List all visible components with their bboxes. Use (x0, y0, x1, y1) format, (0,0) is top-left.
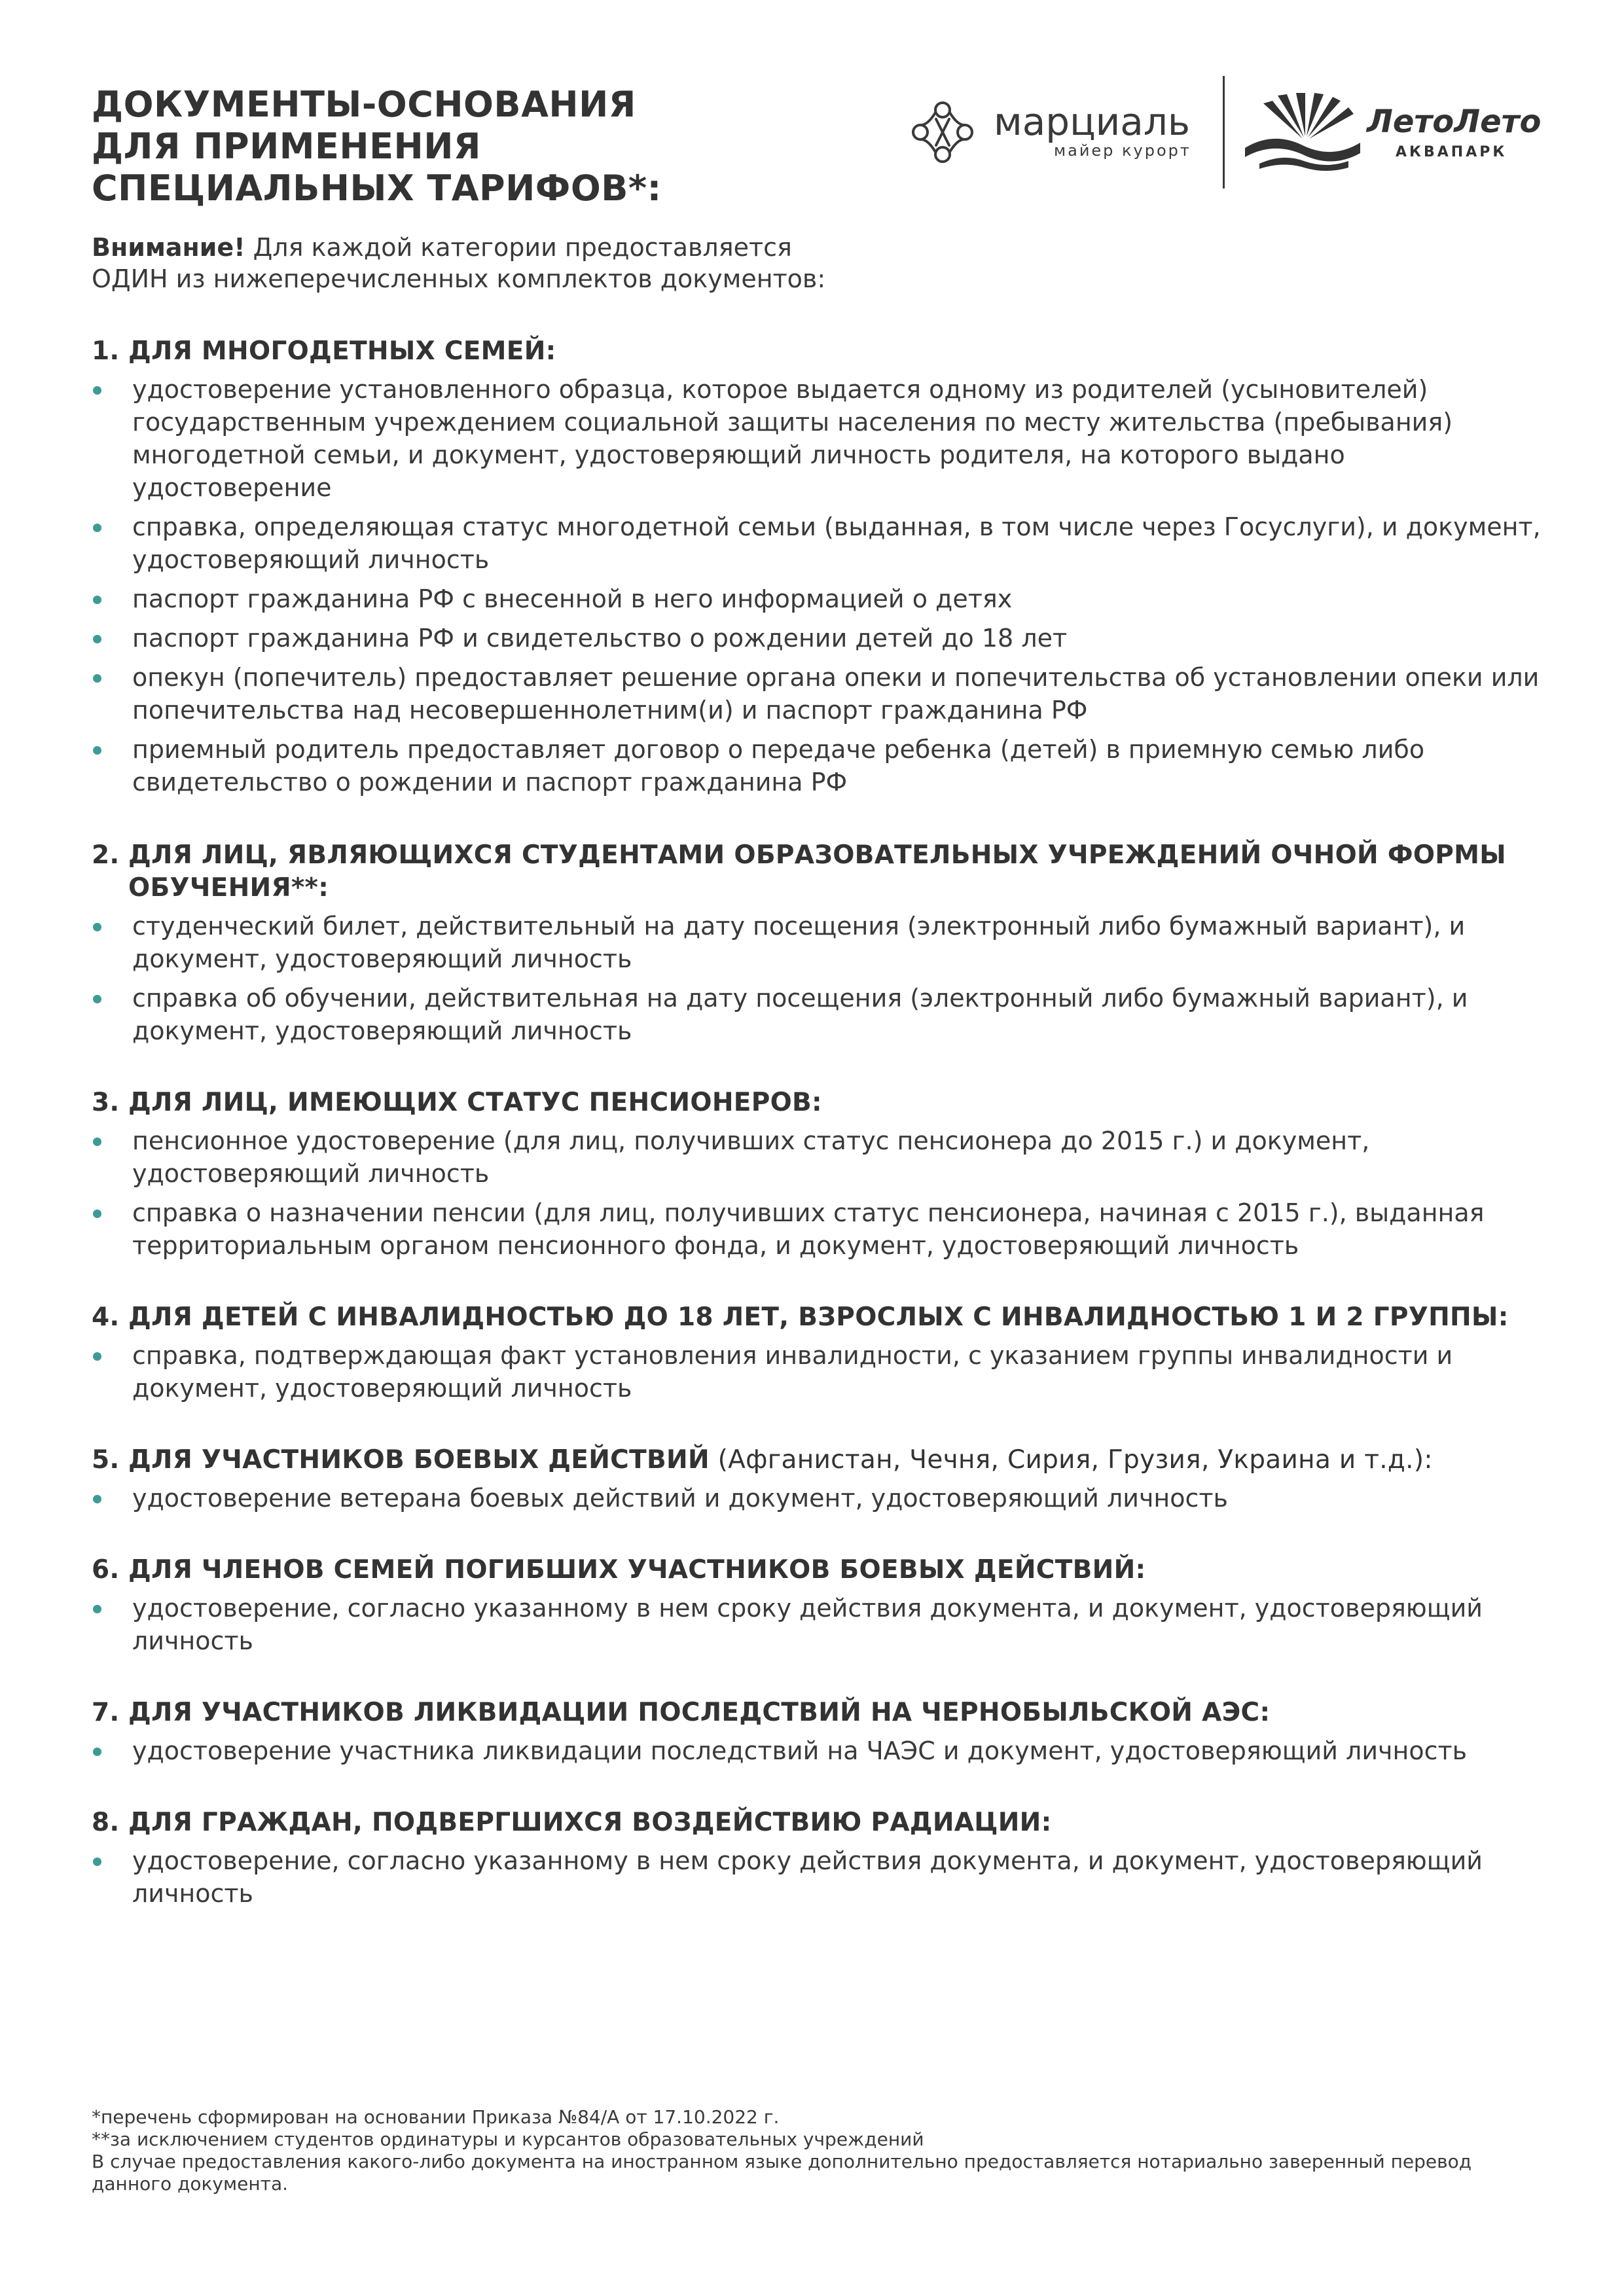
intro-line-1: Для каждой категории предоставляется (245, 233, 792, 262)
section-items (92, 1592, 1551, 1657)
section-heading (92, 1696, 1551, 1729)
list-item: опекун (попечитель) предоставляет решение органа опеки и попечительства об установлении опеки или попечительства над несовершеннолетним(и) и паспорт гражданина РФ (92, 661, 1551, 726)
header-logos (910, 73, 1542, 191)
section-heading (92, 335, 1551, 368)
section-heading-text: ДЛЯ ДЕТЕЙ С ИНВАЛИДНОСТЬЮ ДО 18 ЛЕТ, ВЗРОСЛЫХ С ИНВАЛИДНОСТЬЮ 1 И 2 ГРУППЫ: (128, 1302, 1509, 1332)
logo-divider (1223, 76, 1225, 188)
page-title (92, 84, 877, 209)
section-number: 1. (92, 336, 120, 366)
section-heading-text: ДЛЯ ЛИЦ, ИМЕЮЩИХ СТАТУС ПЕНСИОНЕРОВ: (128, 1088, 822, 1117)
section-number: 4. (92, 1302, 120, 1332)
intro-line-2: ОДИН из нижеперечисленных комплектов документов: (92, 264, 826, 293)
section-heading-text: ДЛЯ ЧЛЕНОВ СЕМЕЙ ПОГИБШИХ УЧАСТНИКОВ БОЕВЫХ ДЕЙСТВИЙ: (128, 1555, 1146, 1585)
section-heading (92, 839, 1551, 905)
list-item: удостоверение ветерана боевых действий и документ, удостоверяющий личность (92, 1482, 1551, 1515)
section-2 (92, 839, 1551, 1047)
section-1 (92, 335, 1551, 798)
section-heading-note: (Афганистан, Чечня, Сирия, Грузия, Украина и т.д.): (709, 1445, 1433, 1475)
list-item: справка, подтверждающая факт установления инвалидности, с указанием группы инвалидности и документ, удостоверяющий личность (92, 1339, 1551, 1405)
section-items (92, 373, 1551, 798)
list-item: удостоверение участника ликвидации последствий на ЧАЭС и документ, удостоверяющий личность (92, 1734, 1551, 1767)
letoleto-logo-sub: АКВАПАРК (1396, 144, 1507, 160)
section-items (92, 1124, 1551, 1262)
section-heading (92, 1301, 1551, 1334)
list-item: пенсионное удостоверение (для лиц, получивших статус пенсионера до 2015 г.) и документ, удостоверяющий личность (92, 1124, 1551, 1190)
section-items (92, 1844, 1551, 1910)
section-number: 8. (92, 1808, 120, 1837)
list-item: студенческий билет, действительный на дату посещения (электронный либо бумажный вариант), и документ, удостоверяющий личность (92, 910, 1551, 975)
letoleto-wave-icon (1244, 93, 1362, 171)
section-heading-text: ДЛЯ ЛИЦ, ЯВЛЯЮЩИХСЯ СТУДЕНТАМИ ОБРАЗОВАТЕЛЬНЫХ УЧРЕЖДЕНИЙ ОЧНОЙ ФОРМЫ ОБУЧЕНИЯ**: (128, 840, 1506, 903)
list-item: удостоверение, согласно указанному в нем сроку действия документа, и документ, удостоверяющий личность (92, 1592, 1551, 1657)
section-7 (92, 1696, 1551, 1767)
section-number: 2. (92, 840, 120, 870)
footnote-1: *перечень сформирован на основании Приказа №84/А от 17.10.2022 г. (92, 2106, 780, 2128)
list-item: справка об обучении, действительная на дату посещения (электронный либо бумажный вариант), и документ, удостоверяющий личность (92, 982, 1551, 1047)
letoleto-logo-name: ЛетоЛето (1367, 103, 1542, 140)
section-heading-text: ДЛЯ МНОГОДЕТНЫХ СЕМЕЙ: (128, 336, 556, 366)
list-item: паспорт гражданина РФ и свидетельство о рождении детей до 18 лет (92, 622, 1551, 655)
list-item: справка о назначении пенсии (для лиц, получивших статус пенсионера, начиная с 2015 г.), выданная территориальным органом пенсионного фонда, и документ, удостоверяющий личность (92, 1196, 1551, 1262)
section-heading (92, 1444, 1551, 1477)
section-number: 7. (92, 1698, 120, 1727)
list-item: приемный родитель предоставляет договор о передаче ребенка (детей) в приемную семью либо свидетельство о рождении и паспорт гражданина РФ (92, 733, 1551, 798)
section-heading (92, 1806, 1551, 1839)
section-6 (92, 1554, 1551, 1657)
sections-list (92, 335, 1551, 1916)
title-line-3: СПЕЦИАЛЬНЫХ ТАРИФОВ*: (92, 168, 662, 209)
section-heading (92, 1554, 1551, 1587)
section-number: 5. (92, 1445, 120, 1475)
martsial-logo-sub: майер курорт (1054, 141, 1191, 160)
list-item: паспорт гражданина РФ с внесенной в него информацией о детях (92, 583, 1551, 615)
section-items (92, 1734, 1551, 1767)
section-8 (92, 1806, 1551, 1910)
list-item: удостоверение, согласно указанному в нем сроку действия документа, и документ, удостоверяющий личность (92, 1844, 1551, 1910)
section-items (92, 910, 1551, 1047)
section-heading-text: ДЛЯ УЧАСТНИКОВ ЛИКВИДАЦИИ ПОСЛЕДСТВИЙ НА ЧЕРНОБЫЛЬСКОЙ АЭС: (128, 1698, 1271, 1727)
section-items (92, 1339, 1551, 1405)
title-line-1: ДОКУМЕНТЫ-ОСНОВАНИЯ (92, 84, 636, 125)
list-item: удостоверение установленного образца, которое выдается одному из родителей (усыновителей) государственным учреждением социальной защиты населения по месту жительства (пребывания) многодетной семьи, и документ, удостоверяющий личность родителя, на которого выдано удостоверение (92, 373, 1551, 504)
title-line-2: ДЛЯ ПРИМЕНЕНИЯ (92, 126, 481, 167)
list-item: справка, определяющая статус многодетной семьи (выданная, в том числе через Госуслуги), и документ, удостоверяющий личность (92, 511, 1551, 576)
section-number: 3. (92, 1088, 120, 1117)
section-number: 6. (92, 1555, 120, 1585)
intro-bold: Внимание! (92, 233, 245, 262)
martsial-logo-name: марциаль (994, 99, 1191, 144)
footnote-2: **за исключением студентов ординатуры и курсантов образовательных учреждений (92, 2128, 924, 2150)
section-3 (92, 1086, 1551, 1262)
intro-text (92, 232, 1270, 295)
section-heading (92, 1086, 1551, 1119)
martsial-knot-icon (910, 99, 975, 165)
section-heading-text: ДЛЯ УЧАСТНИКОВ БОЕВЫХ ДЕЙСТВИЙ (128, 1445, 710, 1475)
section-items (92, 1482, 1551, 1515)
section-heading-text: ДЛЯ ГРАЖДАН, ПОДВЕРГШИХСЯ ВОЗДЕЙСТВИЮ РАДИАЦИИ: (128, 1808, 1052, 1837)
footer-notes (92, 2106, 1551, 2195)
footnote-3: В случае предоставления какого-либо документа на иностранном языке дополнительно предоставляется нотариально заверенный перевод данного документа. (92, 2151, 1472, 2195)
section-5 (92, 1444, 1551, 1515)
section-4 (92, 1301, 1551, 1405)
